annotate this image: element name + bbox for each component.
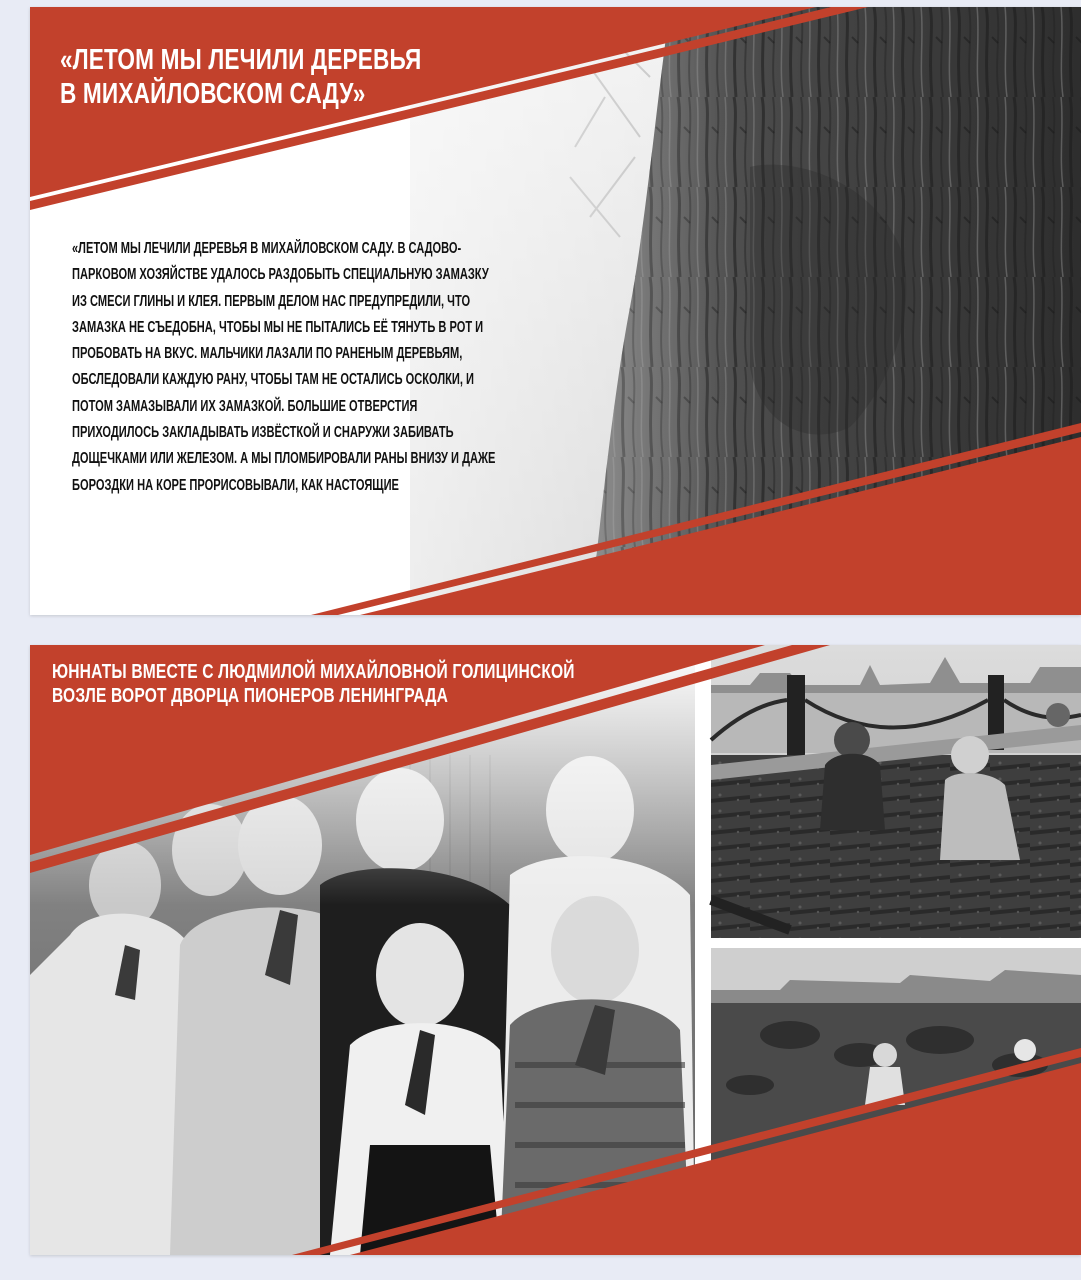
slide-tree-healing [30, 7, 1081, 615]
memoir-quote: «ЛЕТОМ МЫ ЛЕЧИЛИ ДЕРЕВЬЯ В МИХАЙЛОВСКОМ САДУ. В САДОВО-ПАРКОВОМ ХОЗЯЙСТВЕ УДАЛОСЬ РАЗДОБЫТЬ СПЕЦИАЛЬНУЮ ЗАМАЗКУ ИЗ СМЕСИ ГЛИНЫ И КЛЕЯ. ПЕРВЫМ ДЕЛОМ НАС ПРЕДУПРЕДИЛИ, ЧТО ЗАМАЗКА НЕ СЪЕДОБНА, ЧТОБЫ МЫ НЕ ПЫТАЛИСЬ ЕЁ ТЯНУТЬ В РОТ И ПРОБОВАТЬ НА ВКУС. МАЛЬЧИКИ ЛАЗАЛИ ПО РАНЕНЫМ ДЕРЕВЬЯМ, ОБСЛЕДОВАЛИ КАЖДУЮ РАНУ, ЧТОБЫ ТАМ НЕ ОСТАЛИСЬ ОСКОЛКИ, И ПОТОМ ЗАМАЗЫВАЛИ ИХ ЗАМАЗКОЙ. БОЛЬШИЕ ОТВЕРСТИЯ ПРИХОДИЛОСЬ ЗАКЛАДЫВАТЬ ИЗВЁСТКОЙ И СНАРУЖИ ЗАБИВАТЬ ДОЩЕЧКАМИ ИЛИ ЖЕЛЕЗОМ. А МЫ ПЛОМБИРОВАЛИ РАНЫ ВНИЗУ И ДАЖЕ БОРОЗДКИ НА КОРЕ ПРОРИСОВЫВАЛИ, КАК НАСТОЯЩИЕ [72, 240, 496, 494]
slide2-caption [52, 660, 770, 708]
slide2-caption-line1: ЮННАТЫ ВМЕСТЕ С ЛЮДМИЛОЙ МИХАЙЛОВНОЙ ГОЛИЦИНСКОЙ [52, 661, 575, 683]
slide1-title-line2: В МИХАЙЛОВСКОМ САДУ» [60, 78, 366, 110]
slide-young-naturalists [30, 645, 1081, 1255]
slide2-caption-line2: ВОЗЛЕ ВОРОТ ДВОРЦА ПИОНЕРОВ ЛЕНИНГРАДА [52, 685, 449, 707]
slide1-title [60, 43, 497, 111]
slide2-artwork [30, 645, 1081, 1255]
slide1-title-line1: «ЛЕТОМ МЫ ЛЕЧИЛИ ДЕРЕВЬЯ [60, 44, 422, 76]
